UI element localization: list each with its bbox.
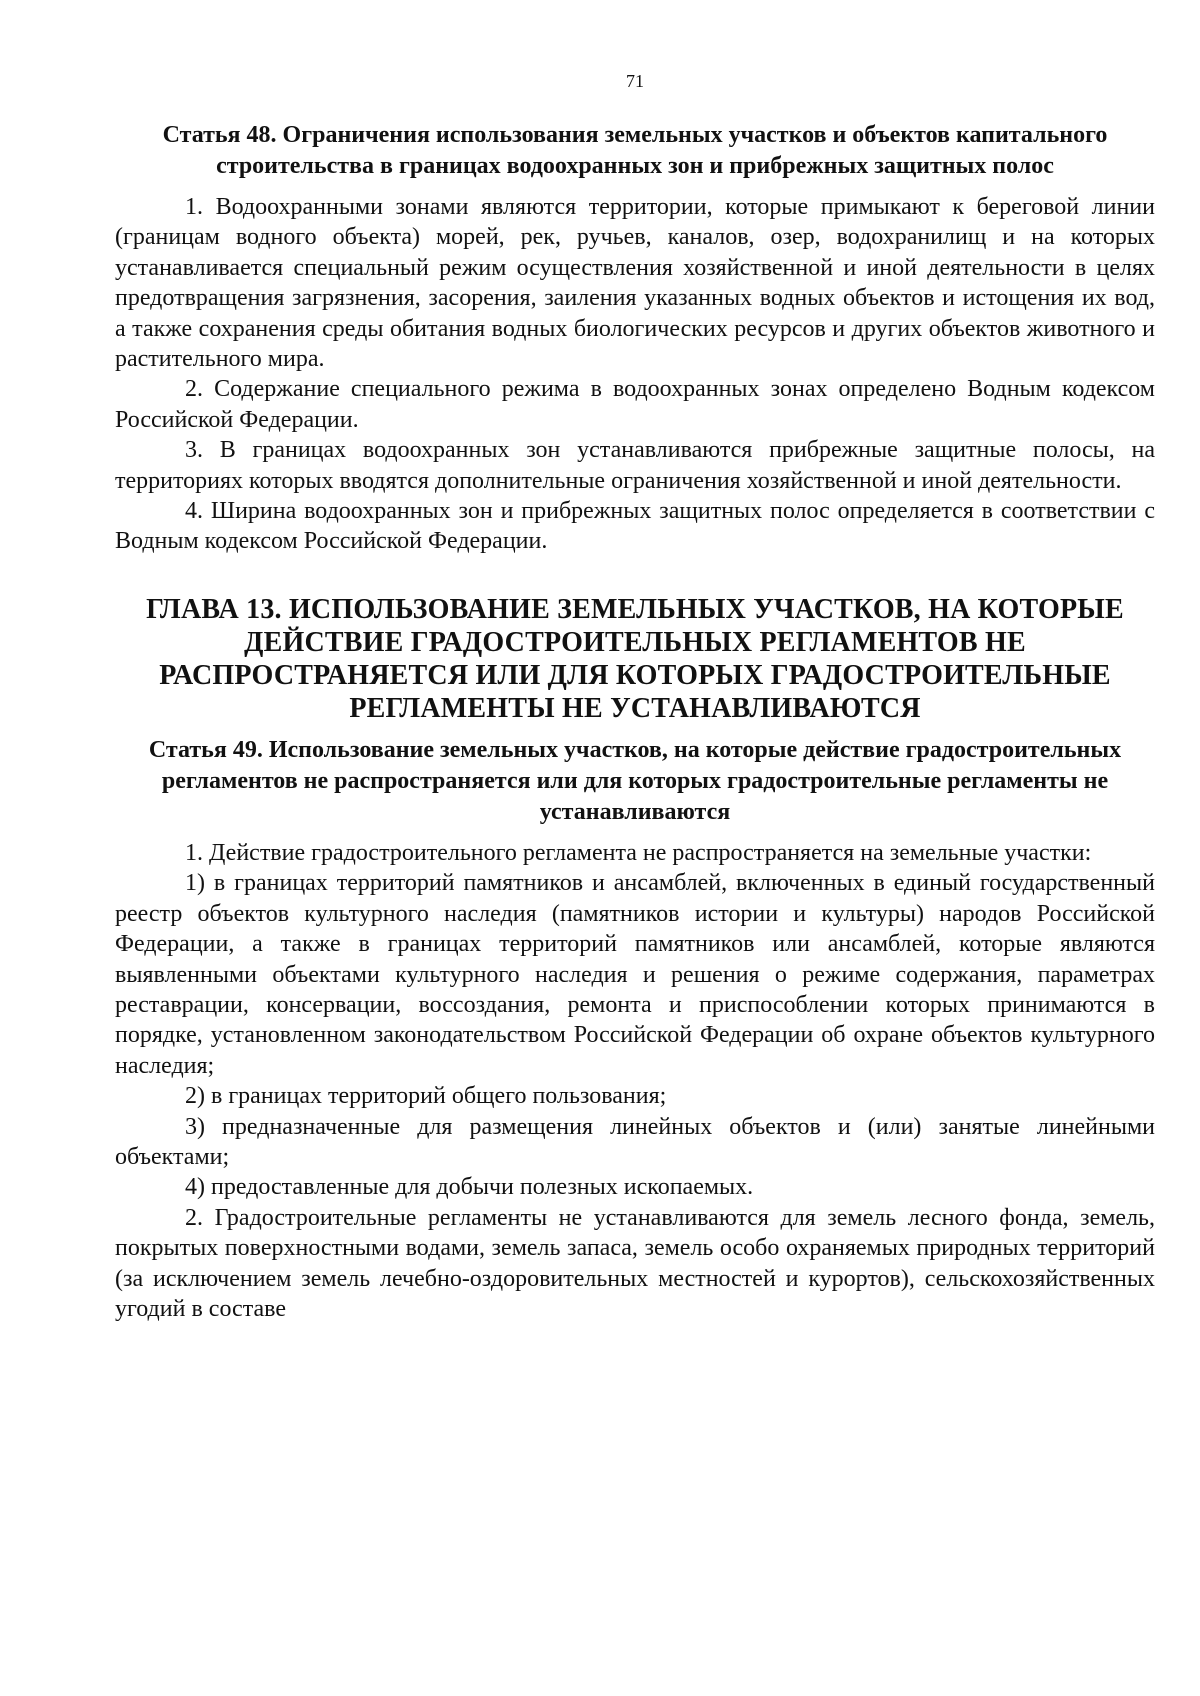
chapter-13-title: ГЛАВА 13. ИСПОЛЬЗОВАНИЕ ЗЕМЕЛЬНЫХ УЧАСТКОВ, НА КОТОРЫЕ ДЕЙСТВИЕ ГРАДОСТРОИТЕЛЬНЫХ РЕГЛАМЕНТОВ НЕ РАСПРОСТРАНЯЕТСЯ ИЛИ ДЛЯ КОТОРЫХ ГРАДОСТРОИТЕЛЬНЫЕ РЕГЛАМЕНТЫ НЕ УСТАНАВЛИВАЮТСЯ [146, 593, 1124, 724]
article-49-item-3: 3) предназначенные для размещения линейных объектов и (или) занятые линейными объектами; [115, 1113, 1155, 1170]
article-49 [115, 735, 1155, 1325]
article-48-paragraph-4: 4. Ширина водоохранных зон и прибрежных защитных полос определяется в соответствии с Водным кодексом Российской Федерации. [115, 498, 1155, 555]
article-49-item-4: 4) предоставленные для добычи полезных ископаемых. [185, 1174, 754, 1201]
article-48-title: Статья 48. Ограничения использования земельных участков и объектов капитального строительства в границах водоохранных зон и прибрежных защитных полос [162, 122, 1108, 179]
article-49-title: Статья 49. Использование земельных участков, на которые действие градостроительных регламентов не распространяется или для которых градостроительные регламенты не устанавливаются [148, 736, 1122, 825]
article-49-paragraph-1: 1. Действие градостроительного регламента не распространяется на земельные участки: [185, 839, 1092, 866]
article-48 [115, 120, 1155, 557]
article-48-paragraph-1: 1. Водоохранными зонами являются территории, которые примыкают к береговой линии (границам водного объекта) морей, рек, ручьев, каналов, озер, водохранилищ и на которых устанавливается специальный режим осуществления хозяйственной и иной деятельности в целях предотвращения загрязнения, засорения, заиления указанных водных объектов и истощения их вод, а также сохранения среды обитания водных биологических ресурсов и других объектов животного и растительного мира. [115, 194, 1155, 373]
article-49-item-2: 2) в границах территорий общего пользования; [185, 1083, 667, 1110]
article-49-item-1: 1) в границах территорий памятников и ансамблей, включенных в единый государственный реестр объектов культурного наследия (памятников истории и культуры) народов Российской Федерации, а также в границах территорий памятников или ансамблей, которые являются выявленными объектами культурного наследия и решения о режиме содержания, параметрах реставрации, консервации, воссоздания, ремонта и приспособлении которых принимаются в порядке, установленном законодательством Российской Федерации об охране объектов культурного наследия; [115, 870, 1155, 1079]
article-48-paragraph-2: 2. Содержание специального режима в водоохранных зонах определено Водным кодексом Российской Федерации. [115, 376, 1155, 433]
document-page [115, 70, 1155, 1324]
page-number: 71 [626, 71, 644, 91]
article-49-paragraph-2: 2. Градостроительные регламенты не устанавливаются для земель лесного фонда, земель, покрытых поверхностными водами, земель запаса, земель особо охраняемых природных территорий (за исключением земель лечебно-оздоровительных местностей и курортов), сельскохозяйственных угодий в составе [115, 1204, 1155, 1322]
article-48-paragraph-3: 3. В границах водоохранных зон устанавливаются прибрежные защитные полосы, на территориях которых вводятся дополнительные ограничения хозяйственной и иной деятельности. [115, 437, 1155, 494]
